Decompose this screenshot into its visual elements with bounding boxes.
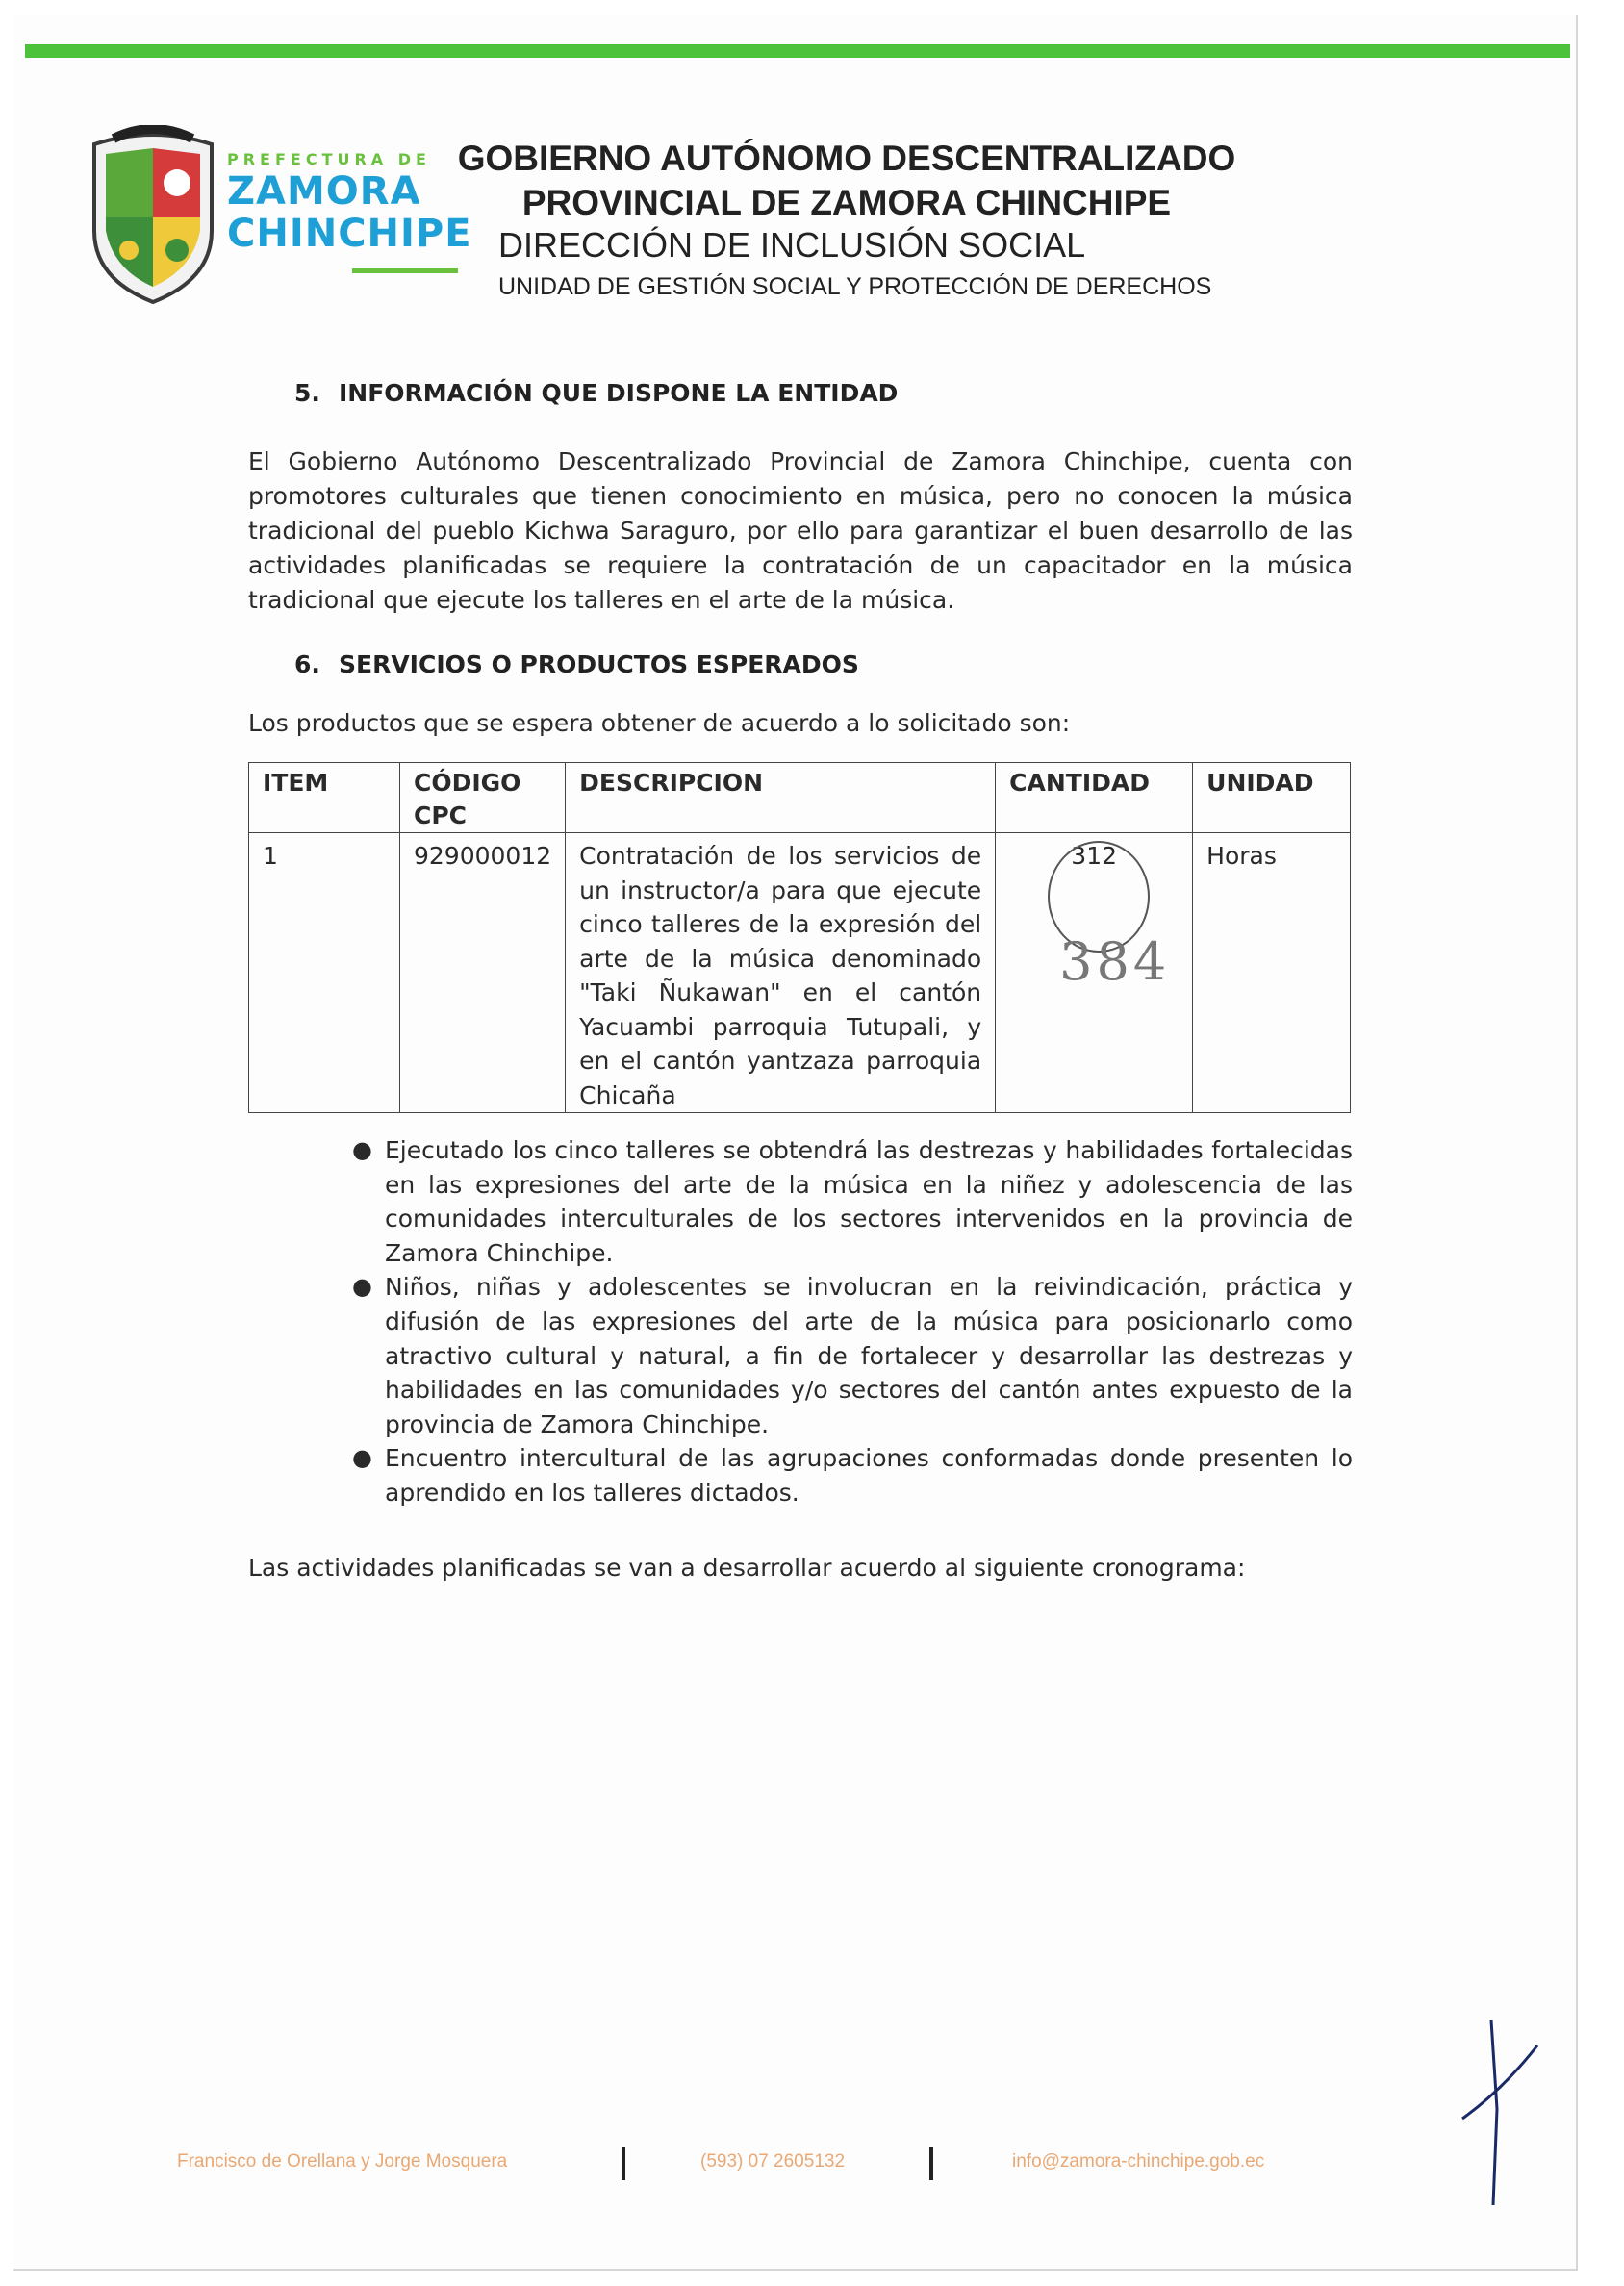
logo-prefix: PREFECTURA DE (227, 150, 431, 168)
section-6-heading (294, 650, 859, 678)
organization-title (414, 137, 1280, 225)
section-6-intro: Los productos que se espera obtener de acuerdo a lo solicitado son: (248, 709, 1071, 737)
section-5-number: 5. (294, 379, 320, 407)
department-title: DIRECCIÓN DE INCLUSIÓN SOCIAL (498, 225, 1086, 265)
coat-of-arms-logo (85, 125, 221, 304)
footer-address: Francisco de Orellana y Jorge Mosquera (177, 2151, 508, 2172)
header-code: CÓDIGO CPC (400, 763, 566, 833)
closing-sentence: Las actividades planificadas se van a desarrollar acuerdo al siguiente cronograma: (248, 1554, 1246, 1582)
cell-unit: Horas (1193, 833, 1351, 1113)
bullet-text: Ejecutado los cinco talleres se obtendrá las destrezas y habilidades fortalecidas en las expresiones del arte de la música en la niñez y adolescencia de las comunidades interculturales de los sectores intervenidos en la provincia de Zamora Chinchipe. (385, 1136, 1353, 1267)
header-item: ITEM (249, 763, 400, 833)
header-unit: UNIDAD (1193, 763, 1351, 833)
logo-name-line2: CHINCHIPE (227, 212, 472, 256)
bullet-text: Niños, niñas y adolescentes se involucran en la reivindicación, práctica y difusión de las expresiones del arte de la música para posicionarlo como atractivo cultural y natural, a fin de fortalecer y desarrollar las destrezas y habilidades en las comunidades y/o sectores del cantón antes expuesto de la provincia de Zamora Chinchipe. (385, 1273, 1353, 1438)
list-item (352, 1270, 1353, 1441)
bullet-icon: ● (352, 1444, 372, 1472)
footer-email[interactable]: info@zamora-chinchipe.gob.ec (1012, 2151, 1265, 2172)
org-title-line2: PROVINCIAL DE ZAMORA CHINCHIPE (521, 183, 1172, 222)
cell-code: 929000012 (400, 833, 566, 1113)
org-title-line1: GOBIERNO AUTÓNOMO DESCENTRALIZADO (457, 139, 1236, 178)
cell-quantity (996, 833, 1193, 1113)
signature-mark (1455, 2013, 1551, 2215)
footer-separator (622, 2147, 625, 2180)
quantity-value: 312 (1071, 842, 1118, 870)
bullet-icon: ● (352, 1273, 372, 1301)
header-description: DESCRIPCION (566, 763, 996, 833)
footer-phone: (593) 07 2605132 (700, 2151, 846, 2172)
logo-name-line1: ZAMORA (227, 169, 421, 214)
section-5-body: El Gobierno Autónomo Descentralizado Provincial de Zamora Chinchipe, cuenta con promotores culturales que tienen conocimiento en música, pero no conocen la música tradicional del pueblo Kichwa Saraguro, por ello para garantizar el buen desarrollo de las actividades planificadas se requiere la contratación de un capacitador en la música tradicional que ejecute los talleres en el arte de la música. (248, 447, 1353, 614)
footer-separator (929, 2147, 933, 2180)
expected-results-list (352, 1133, 1353, 1511)
table-header-row (249, 763, 1351, 833)
section-5-title: INFORMACIÓN QUE DISPONE LA ENTIDAD (339, 379, 899, 407)
list-item (352, 1133, 1353, 1270)
bullet-text: Encuentro intercultural de las agrupaciones conformadas donde presenten lo aprendido en los talleres dictados. (385, 1444, 1353, 1507)
products-table (248, 762, 1351, 1113)
unit-title: UNIDAD DE GESTIÓN SOCIAL Y PROTECCIÓN DE DERECHOS (498, 273, 1212, 300)
section-6-title: SERVICIOS O PRODUCTOS ESPERADOS (339, 650, 859, 678)
header-accent-bar (25, 44, 1570, 58)
list-item (352, 1441, 1353, 1510)
section-6-number: 6. (294, 650, 320, 678)
cell-description: Contratación de los servicios de un instructor/a para que ejecute cinco talleres de la expresión del arte de la música denominado "Taki Ñukawan" en el cantón Yacuambi parroquia Tutupali, y en el cantón yantzaza parroquia Chicaña (566, 833, 996, 1113)
table-row (249, 833, 1351, 1113)
cell-item: 1 (249, 833, 400, 1113)
bullet-icon: ● (352, 1136, 372, 1163)
handwritten-quantity: 384 (1059, 931, 1171, 992)
logo-underline (352, 268, 458, 273)
section-5-heading (294, 379, 898, 407)
header-quantity: CANTIDAD (996, 763, 1193, 833)
